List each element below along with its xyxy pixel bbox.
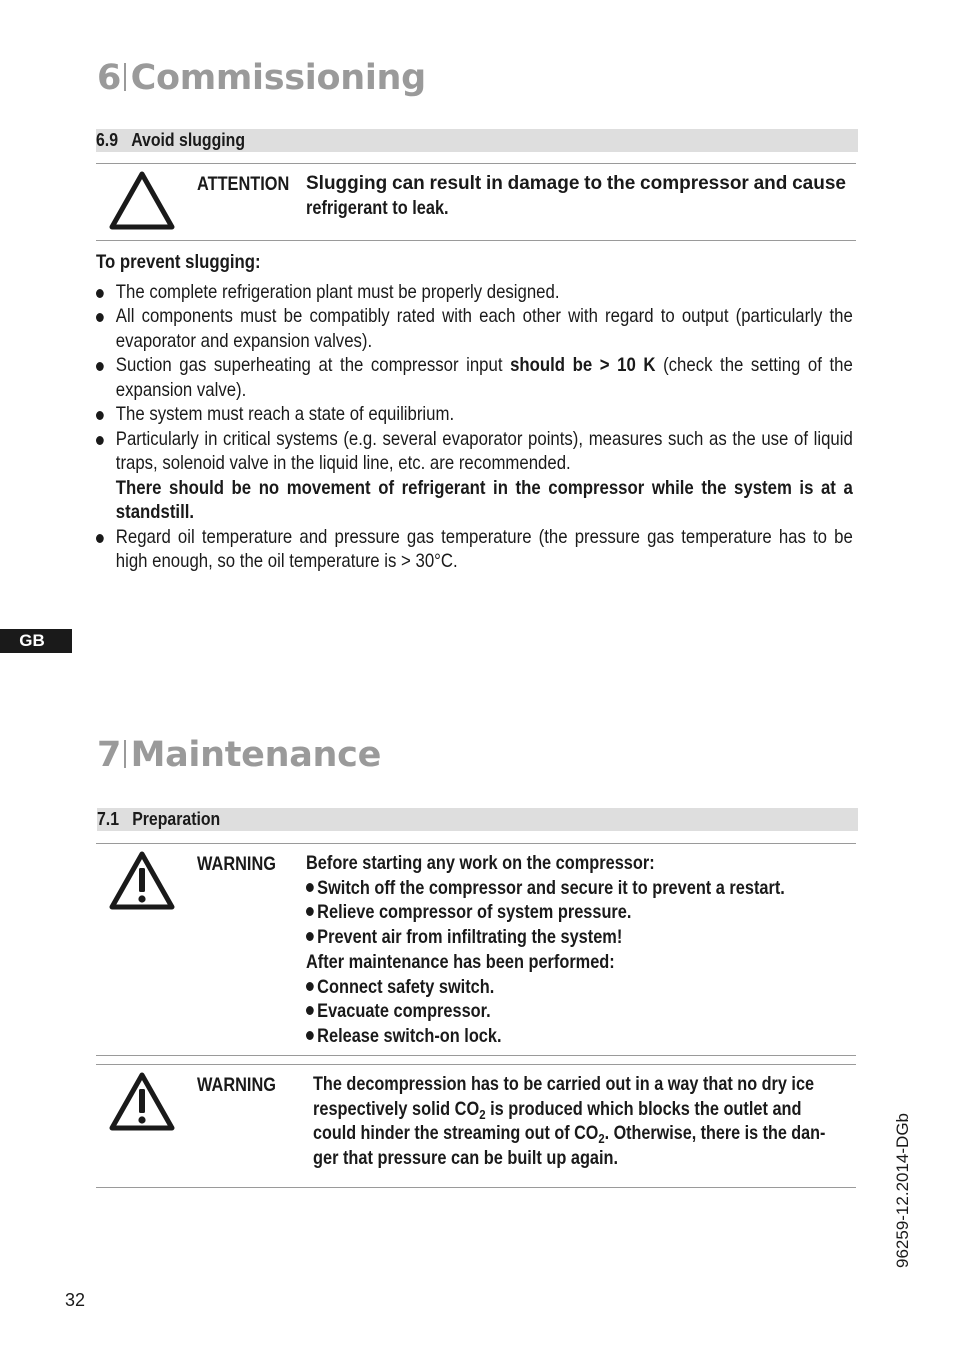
divider: [96, 1187, 856, 1188]
section-number: 6.9: [96, 130, 119, 150]
section-number: 7.1: [97, 809, 120, 829]
caution-triangle-icon: [109, 170, 175, 230]
warning-label: WARNING: [197, 1075, 276, 1096]
bullet-icon: [306, 932, 314, 941]
bullet-icon: [96, 534, 104, 543]
attention-text: [306, 172, 846, 221]
attention-line-2: refrigerant to leak.: [306, 197, 449, 219]
bullet-icon: [306, 907, 314, 916]
chapter-7-title: [97, 735, 381, 775]
chapter-name: Maintenance: [130, 735, 382, 775]
section-title: Preparation: [132, 809, 221, 829]
chapter-separator: [124, 740, 126, 768]
bullet-icon: [96, 436, 104, 445]
bullet-icon: [306, 1031, 314, 1040]
warning-label: WARNING: [197, 854, 276, 875]
warning-triangle-icon: [109, 1071, 175, 1131]
list-item: Suction gas superheating at the compressor input should be > 10 K (check the setting of the expansion valve).: [96, 353, 853, 402]
prevent-list: [96, 280, 853, 574]
divider: [96, 163, 856, 164]
section-title: Avoid slugging: [131, 130, 246, 150]
chapter-6-title: [97, 58, 426, 98]
bullet-icon: [96, 411, 104, 420]
divider: [96, 843, 856, 844]
bullet-icon: [306, 1006, 314, 1015]
warning-triangle-icon: [109, 850, 175, 910]
prevent-heading: To prevent slugging:: [96, 251, 261, 273]
attention-line-1: Slugging can result in damage to the compressor and cause: [306, 173, 846, 194]
list-item: The complete refrigeration plant must be properly designed.: [96, 280, 853, 305]
document-id: 96259-12.2014-DGb: [893, 1112, 912, 1268]
bullet-icon: [306, 982, 314, 991]
list-item: Regard oil temperature and pressure gas temperature (the pressure gas temperature has to be high enough, so the oil temperature is > 30°C.: [96, 525, 853, 574]
chapter-separator: [124, 63, 126, 91]
language-tab: GB: [0, 629, 72, 653]
chapter-number: 6: [97, 58, 122, 98]
warning-text: The decompression has to be carried out in a way that no dry ice respectively solid $CO_2$ is produced which blocks the outlet and could hinder the streaming out of $CO_2$. Otherwise, there is the dan- ger that pressure can be built up again.: [313, 1074, 826, 1170]
page-number: 32: [65, 1290, 86, 1310]
bullet-icon: [96, 313, 104, 322]
list-item: Particularly in critical systems (e.g. several evaporator points), measures such as the use of liquid traps, solenoid valve in the liquid line, etc. are recommended. There should be no movement of refrigerant in the compressor while the system is at a standstill.: [96, 427, 853, 525]
list-item: All components must be compatibly rated with each other with regard to output (particularly the evaporator and expansion valves).: [96, 304, 853, 353]
prevent-slugging-block: [96, 250, 853, 574]
divider: [96, 1055, 856, 1056]
bullet-icon: [96, 289, 104, 298]
bullet-icon: [96, 362, 104, 371]
divider: [96, 240, 856, 241]
divider: [96, 1064, 856, 1065]
section-7-1-header: [97, 808, 858, 831]
chapter-name: Commissioning: [130, 58, 426, 98]
attention-label: ATTENTION: [197, 174, 290, 195]
chapter-number: 7: [97, 735, 122, 775]
bullet-icon: [306, 883, 314, 892]
list-item: The system must reach a state of equilibrium.: [96, 402, 853, 427]
warning-text: Before starting any work on the compressor: Switch off the compressor and secure it to prevent a restart. Relieve compressor of system pressure. Prevent air from infiltrating the system! After maintenance has been performed: Connect safety switch. Evacuate compressor. Release switch-on lock.: [306, 853, 785, 1047]
section-6-9-header: [96, 129, 858, 152]
standstill-note: There should be no movement of refrigerant in the compressor while the system is at a standstill.: [115, 476, 853, 523]
